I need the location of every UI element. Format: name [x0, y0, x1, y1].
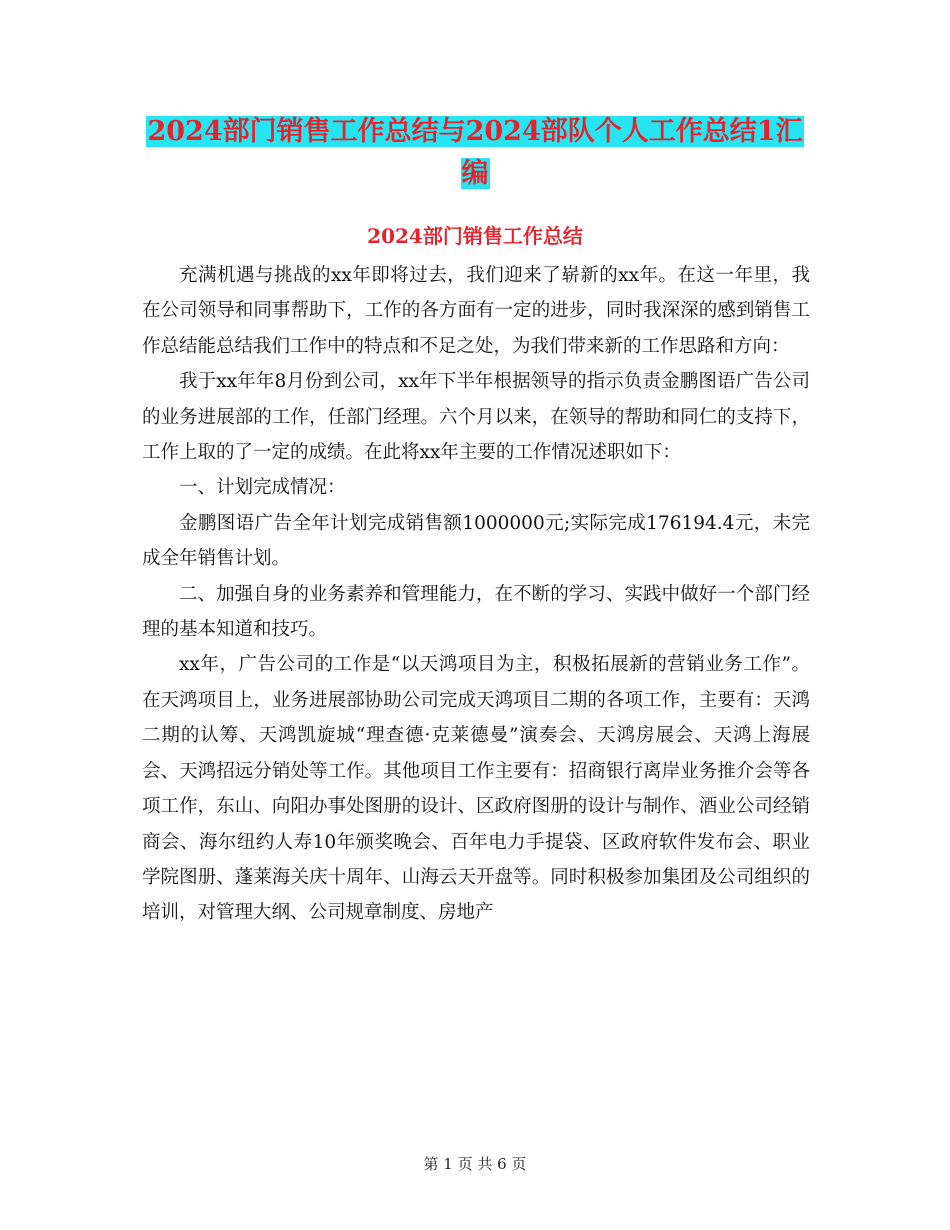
document-title-line-1: [0, 110, 950, 154]
document-title-text-2: 编: [461, 158, 489, 189]
paragraph-1: 充满机遇与挑战的xx年即将过去，我们迎来了崭新的xx年。在这一年里，我在公司领导和同事帮助下，工作的各方面有一定的进步，同时我深深的感到销售工作总结能总结我们工作中的特点和不足之处，为我们带来新的工作思路和方向：: [142, 265, 810, 357]
document-title-line-2: [0, 152, 950, 196]
paragraph-5: 二、加强自身的业务素养和管理能力，在不断的学习、实践中做好一个部门经理的基本知道和技巧。: [142, 583, 810, 641]
paragraph-6: xx年，广告公司的工作是“以天鸿项目为主，积极拓展新的营销业务工作”。在天鸿项目上，业务进展部协助公司完成天鸿项目二期的各项工作，主要有：天鸿二期的认筹、天鸿凯旋城“理查德·克莱德曼”演奏会、天鸿房展会、天鸿上海展会、天鸿招远分销处等工作。其他项目工作主要有：招商银行离岸业务推介会等各项工作，东山、向阳办事处图册的设计、区政府图册的设计与制作、酒业公司经销商会、海尔纽约人寿10年颁奖晚会、百年电力手提袋、区政府软件发布会、职业学院图册、蓬莱海关庆十周年、山海云天开盘等。同时积极参加集团及公司组织的培训，对管理大纲、公司规章制度、房地产: [142, 654, 810, 924]
paragraph-3: 一、计划完成情况：: [179, 477, 346, 499]
paragraph-2: 我于xx年年8月份到公司，xx年下半年根据领导的指示负责金鹏图语广告公司的业务进展部的工作，任部门经理。六个月以来，在领导的帮助和同仁的支持下，工作上取的了一定的成绩。在此将xx年主要的工作情况述职如下：: [142, 371, 810, 464]
document-body: [142, 258, 810, 931]
document-title-text-1: 2024部门销售工作总结与2024部队个人工作总结1汇: [147, 116, 803, 147]
section-title: 2024部门销售工作总结: [367, 224, 583, 248]
page-footer: 第 1 页 共 6 页: [423, 1155, 527, 1173]
paragraph-4: 金鹏图语广告全年计划完成销售额1000000元;实际完成176194.4元，未完成全年销售计划。: [142, 512, 810, 570]
